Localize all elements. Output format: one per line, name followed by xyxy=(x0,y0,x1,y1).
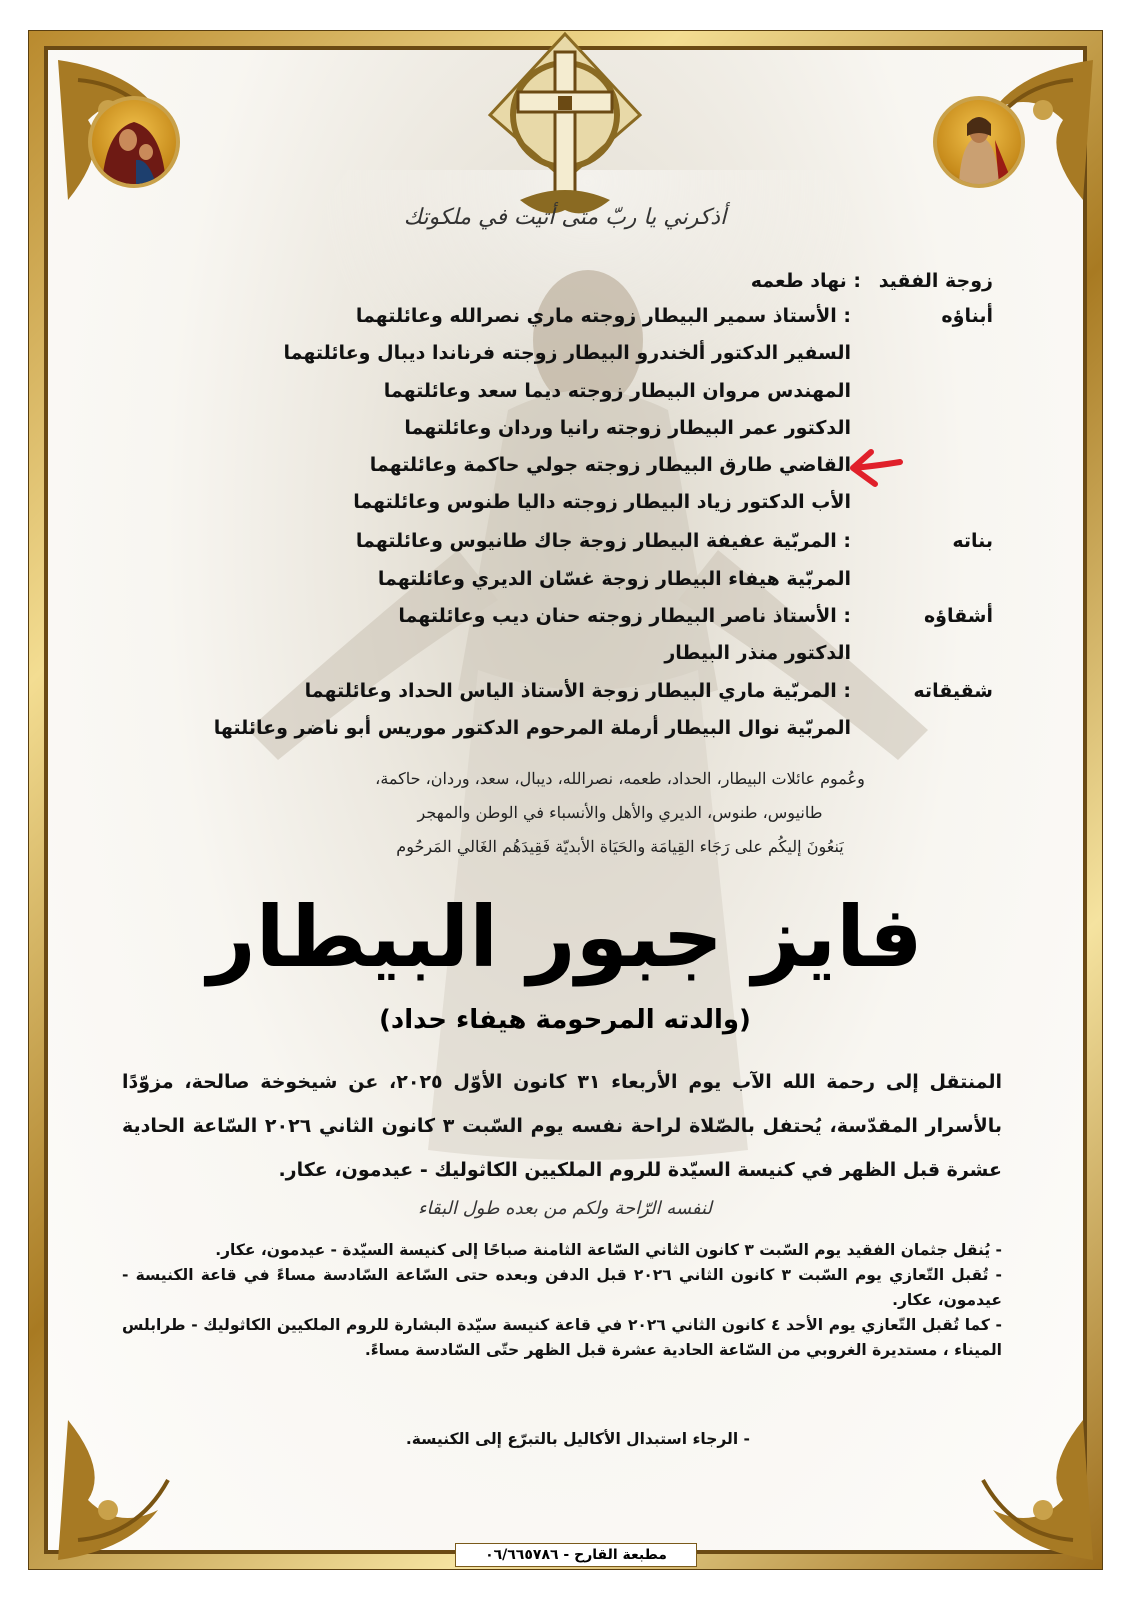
wife-value: : نهاد طعمه xyxy=(750,270,861,292)
announcement-paragraph: المنتقل إلى رحمة الله الآب يوم الأربعاء ٣١ كانون الأوّل ٢٠٢٥، عن شيخوخة صالحة، مزوّدًا بالأسرار المقدّسة، يُحتفل بالصّلاة لراحة نفسه يوم السّبت ٣ كانون الثاني ٢٠٢٦ السّاعة الحادية عشرة قبل الظهر في كنيسة السيّدة للروم الملكيين الكاثوليك - عيدمون، عكار. xyxy=(122,1071,1003,1181)
son-entry: السفير الدكتور ألخندرو البيطار زوجته فرناندا ديبال وعائلتهما xyxy=(283,342,851,364)
son-entry: : الأستاذ سمير البيطار زوجته ماري نصرالله وعائلتهما xyxy=(355,305,851,327)
deceased-mother: (والدته المرحومة هيفاء حداد) xyxy=(379,1005,751,1035)
son-entry: القاضي طارق البيطار زوجته جولي حاكمة وعائلتهما xyxy=(369,454,851,476)
wreath-request: - الرجاء استبدال الأكاليل بالتبرّع إلى الكنيسة. xyxy=(405,1430,750,1448)
note-item: - يُنقل جثمان الفقيد يوم السّبت ٣ كانون الثاني السّاعة الثامنة صباحًا إلى كنيسة السيّدة - عيدمون، عكار. xyxy=(215,1241,1002,1259)
ornament-corner-icon xyxy=(48,1400,218,1570)
families-line: وعُموم عائلات البيطار، الحداد، طعمه، نصرالله، ديبال، سعد، وردان، حاكمة، xyxy=(375,769,865,788)
cross-icon xyxy=(480,30,650,230)
printer-credit: مطبعة القارح - ٠٦/٦٦٥٧٨٦ xyxy=(455,1543,697,1567)
son-entry: الدكتور عمر البيطار زوجته رانيا وردان وعائلتهما xyxy=(404,417,851,439)
sisters-label: شقيقاته xyxy=(913,680,993,702)
son-entry: المهندس مروان البيطار زوجته ديما سعد وعائلتهما xyxy=(383,380,851,402)
red-arrow-icon xyxy=(845,440,905,500)
families-line: يَنعُونَ إليكُم على رَجَاء القِيامَة والحَيَاة الأبديّة فَقِيدَهُم الغَالي المَرحُوم xyxy=(396,837,844,856)
sister-entry: المربّية نوال البيطار أرملة المرحوم الدكتور موريس أبو ناضر وعائلتها xyxy=(213,717,851,739)
deceased-name: فايز جبور البيطار xyxy=(207,888,923,986)
notes-list xyxy=(122,1238,1002,1363)
christ-icon xyxy=(933,96,1025,188)
condolence-verse: لنفسه الرّاحة ولكم من بعده طول البقاء xyxy=(418,1198,712,1219)
sister-entry: : المربّية ماري البيطار زوجة الأستاذ الياس الحداد وعائلتهما xyxy=(304,680,851,702)
brother-entry: : الأستاذ ناصر البيطار زوجته حنان ديب وعائلتهما xyxy=(398,605,851,627)
daughters-label: بناته xyxy=(952,530,993,552)
wife-label: زوجة الفقيد xyxy=(878,270,993,292)
note-item: - تُقبل التّعازي يوم السّبت ٣ كانون الثاني ٢٠٢٦ قبل الدفن وبعده حتى السّاعة السّادسة مساءً في قاعة الكنيسة - عيدمون، عكار. xyxy=(122,1266,1002,1309)
brother-entry: الدكتور منذر البيطار xyxy=(664,642,851,664)
daughter-entry: المربّية هيفاء البيطار زوجة غسّان الديري وعائلتهما xyxy=(377,568,851,590)
prayer-calligraphy: أذكرني يا ربّ متى أتيت في ملكوتك xyxy=(403,205,727,230)
families-line: طانيوس، طنوس، الديري والأهل والأنسباء في الوطن والمهجر xyxy=(417,803,823,822)
son-entry: الأب الدكتور زياد البيطار زوجته داليا طنوس وعائلتهما xyxy=(353,491,851,513)
daughter-entry: : المربّية عفيفة البيطار زوجة جاك طانيوس وعائلتهما xyxy=(355,530,851,552)
note-item: - كما تُقبل التّعازي يوم الأحد ٤ كانون الثاني ٢٠٢٦ في قاعة كنيسة سيّدة البشارة للروم الملكيين الكاثوليك - طرابلس الميناء ، مستديرة الغروبي من السّاعة الحادية عشرة قبل الظهر حتّى السّادسة مساءً. xyxy=(122,1316,1002,1359)
sons-label: أبناؤه xyxy=(941,305,993,327)
brothers-label: أشقاؤه xyxy=(923,605,993,627)
ornament-corner-icon xyxy=(933,1400,1103,1570)
virgin-mary-icon xyxy=(88,96,180,188)
